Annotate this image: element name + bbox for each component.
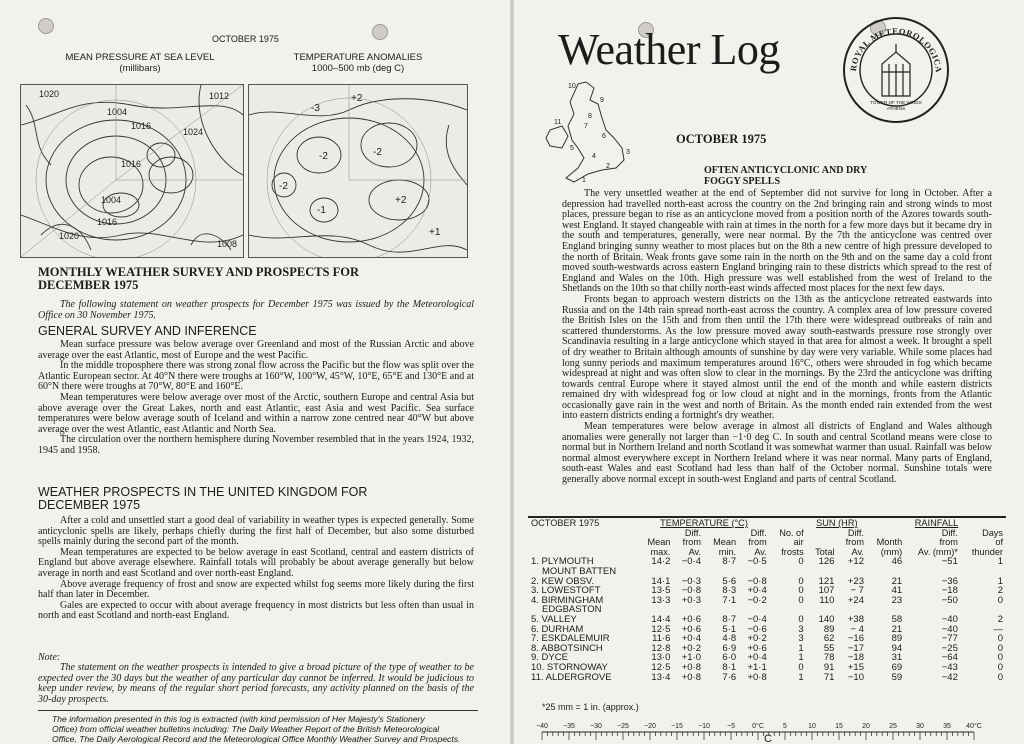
scale-label: 40°C [966, 723, 982, 730]
station-number: 6 [602, 133, 606, 140]
table-cell: 8·7 [722, 613, 737, 625]
paragraph: Mean surface pressure was below average over Greenland and most of the Russian Arctic and above average over the east Atlantic, most of Europe and the west Pacific. [38, 339, 474, 361]
survey-title-line: DECEMBER 1975 [38, 278, 139, 292]
isobar-label: 1024 [183, 127, 204, 137]
station-number: 8 [588, 113, 592, 120]
headline [704, 165, 867, 187]
table-cell: −0·6 [747, 623, 767, 635]
column-header: Total [815, 546, 835, 557]
table-body [528, 557, 1006, 682]
scale-label: −35 [563, 723, 575, 730]
survey-title [38, 266, 359, 292]
scale-label: −10 [698, 723, 710, 730]
table-cell: 2 [997, 613, 1003, 625]
table-cell: −36 [941, 575, 958, 587]
table-cell: +0·8 [747, 671, 767, 683]
table-cell: −25 [941, 642, 958, 654]
scale-label: 15 [835, 723, 843, 730]
table-cell: −0·5 [747, 556, 767, 568]
paragraph: Above average frequency of frost and snow are expected whilst fog seems more likely during the first half than later in December. [38, 578, 474, 601]
station-name: 4. BIRMINGHAM [531, 594, 604, 606]
table-cell: 89 [823, 623, 835, 635]
table-row [528, 605, 1006, 615]
table-cell: +0·2 [681, 642, 702, 654]
station-number: 3 [626, 149, 630, 156]
isobar-label: 1020 [59, 231, 80, 241]
anomaly-label: -3 [311, 103, 320, 114]
table-cell: −16 [847, 633, 864, 645]
column-header [807, 529, 838, 539]
table-cell: 121 [818, 575, 835, 587]
table-cell: 1 [798, 652, 804, 664]
table-cell: 21 [891, 575, 903, 587]
isobar-label: 1008 [217, 239, 238, 249]
column-header: (mm) [880, 546, 903, 557]
table-cell: 91 [823, 661, 835, 673]
station-number: 11 [554, 119, 562, 126]
table-cell: 8·1 [722, 661, 737, 673]
scale-graphic [528, 718, 998, 744]
table-cell: 59 [891, 671, 903, 683]
prospects-heading-line: WEATHER PROSPECTS IN THE UNITED KINGDOM FOR [38, 485, 368, 499]
table-cell: +15 [847, 661, 864, 673]
prospects-heading [38, 486, 367, 512]
paragraph: The circulation over the northern hemisphere during November resembled that in the years 1924, 1932, 1945 and 1958. [38, 434, 474, 456]
scale-label: 25 [889, 723, 897, 730]
map1-title: MEAN PRESSURE AT SEA LEVEL [65, 52, 215, 63]
isobar-label: 1016 [97, 217, 118, 227]
table-cell: 11·6 [652, 633, 671, 645]
general-heading: GENERAL SURVEY AND INFERENCE [38, 324, 257, 338]
table-cell: +0·2 [747, 633, 767, 645]
table-cell: 0 [798, 661, 804, 673]
station-name: 2. KEW OBSV. [531, 575, 595, 587]
table-cell: — [993, 623, 1003, 635]
table-cell: 46 [891, 556, 903, 568]
table-cell: 12·5 [651, 623, 671, 635]
column-header: Mean [713, 537, 737, 548]
table-cell: 62 [823, 633, 835, 645]
table-cell: 0 [997, 671, 1003, 683]
column-header: Diff. [684, 527, 702, 538]
footer-line: Office) from official weather bulletins including: The Daily Weather Report of the British Meteorological [52, 724, 440, 734]
table-cell: 110 [819, 594, 835, 606]
scale-unit: C [764, 733, 772, 744]
seal-caption: ATHENS [886, 106, 906, 111]
monthly-table [528, 519, 1006, 682]
right-page [514, 0, 1024, 744]
station-name: 7. ESKDALEMUIR [531, 633, 610, 645]
table-cell: +12 [847, 556, 864, 568]
table-cell: 12·8 [651, 642, 671, 654]
anomaly-label: -2 [319, 151, 328, 162]
station-number: 2 [606, 163, 610, 170]
table-cell: −77 [941, 633, 958, 645]
table-cell: −0·4 [747, 613, 767, 625]
table-cell: +1·0 [681, 652, 702, 664]
table-cell: 13·0 [651, 652, 671, 664]
table-cell: 1 [997, 575, 1003, 587]
table-cell: 0 [798, 556, 804, 568]
station-name: 3. LOWESTOFT [531, 585, 601, 597]
left-page [0, 0, 510, 744]
column-header: from [939, 537, 958, 548]
scale-label: 0°C [752, 723, 764, 730]
rainfall-group: RAINFALL [914, 518, 959, 528]
temperature-scale [528, 718, 998, 744]
column-header: Diff. [750, 527, 767, 538]
anomaly-label: -1 [317, 205, 326, 216]
table-cell: +0·4 [747, 585, 767, 597]
table-cell: 89 [891, 633, 903, 645]
table-cell: 14·4 [651, 613, 671, 625]
isobar-label: 1012 [209, 91, 230, 101]
column-header: from [845, 537, 864, 548]
table-cell: 6·9 [722, 642, 737, 654]
table-row [528, 673, 1006, 683]
table-cell: 7·1 [722, 594, 737, 606]
station-number: 4 [592, 153, 596, 160]
paragraph: In the middle troposphere there was strong zonal flow across the Pacific but the flow was split over the Atlantic European sector. At 40°N there were troughs at 160°W, 100°W, 45°W, 10°E, 65°E and 130°E and at 60°N there were troughs at 70°W, 80°E and 160°E. [38, 360, 474, 393]
scale-label: 10 [808, 723, 816, 730]
table-cell: 107 [818, 585, 835, 597]
table-cell: 5·6 [722, 575, 737, 587]
scale-label: −20 [644, 723, 656, 730]
footer-line: Office, The Daily Aerological Record and the Meteorological Office Monthly Weather Survey and Prospects. [52, 734, 461, 744]
footer-text [52, 714, 460, 744]
table-cell: 7·6 [722, 671, 737, 683]
station-name: 10. STORNOWAY [531, 661, 608, 673]
table-cell: +1·1 [747, 661, 767, 673]
table-cell: 0 [798, 585, 804, 597]
station-number: 10 [568, 83, 576, 90]
anomaly-label: +1 [429, 227, 441, 238]
isobar-label: 1004 [107, 107, 128, 117]
table-cell: 1 [997, 556, 1003, 568]
masthead: Weather Log [558, 25, 780, 74]
note-label: Note: [38, 652, 61, 663]
station-name: 9. DYCE [531, 652, 568, 664]
map1-units: (millibars) [119, 63, 161, 74]
table-cell: −0·2 [747, 594, 767, 606]
pressure-map [20, 84, 244, 258]
seal-ring-text: ROYAL METEOROLOGICA [848, 25, 945, 74]
table-cell: 13·4 [651, 671, 671, 683]
table-cell: 3 [798, 623, 804, 635]
table-cell: +0·6 [681, 623, 702, 635]
table-cell: 8·7 [722, 556, 737, 568]
map2-title: TEMPERATURE ANOMALIES [293, 52, 423, 63]
table-cell: −0·8 [747, 575, 767, 587]
column-header: max. [650, 546, 671, 557]
anomaly-label: +2 [351, 93, 363, 104]
scale-label: −40 [536, 723, 548, 730]
scale-label: 35 [943, 723, 951, 730]
month-header: OCTOBER 1975 [212, 34, 279, 44]
scale-label: −15 [671, 723, 683, 730]
table-cell: −0·8 [681, 585, 702, 597]
column-header: from [748, 537, 767, 548]
column-header: Days [982, 527, 1003, 538]
table-group-row [528, 519, 1006, 529]
table-row [528, 644, 1006, 654]
punch-hole [38, 18, 54, 34]
anomaly-label: -2 [373, 147, 382, 158]
scale-label: 5 [783, 723, 787, 730]
station-number: 7 [584, 123, 588, 130]
column-header: of [995, 537, 1003, 548]
table-cell: 5·1 [722, 623, 737, 635]
table-cell: −40 [941, 613, 958, 625]
isobar-label: 1020 [39, 89, 60, 99]
table-cell: 94 [891, 642, 903, 654]
weather-log-text [562, 189, 992, 486]
table-cell: − 4 [850, 623, 864, 635]
table-cell: −17 [847, 642, 864, 654]
table-cell: 31 [891, 652, 903, 664]
table-cell: −42 [941, 671, 958, 683]
table-cell: +0·3 [681, 594, 702, 606]
anomaly-label: +2 [395, 195, 407, 206]
station-number: 5 [570, 145, 574, 152]
table-cell: 14·1 [651, 575, 671, 587]
table-cell: 6·0 [722, 652, 737, 664]
table-cell: 1 [798, 671, 804, 683]
seal-caption: TOWER OF THE WINDS [870, 100, 922, 105]
scale-label: 20 [862, 723, 870, 730]
column-header: Diff. [941, 527, 958, 538]
table-cell: 23 [891, 594, 903, 606]
station-name: MOUNT BATTEN [542, 565, 617, 577]
station-number: 1 [582, 177, 586, 184]
column-header: min. [718, 546, 737, 557]
table-cell: +0·6 [681, 613, 702, 625]
map2-units: 1000–500 mb (deg C) [311, 63, 405, 74]
table-cell: 0 [997, 633, 1003, 645]
table-footnote: *25 mm = 1 in. (approx.) [542, 702, 639, 712]
table-cell: 0 [997, 642, 1003, 654]
general-survey-text [38, 340, 474, 457]
prospects-text [38, 516, 474, 622]
table-cell: 71 [823, 671, 835, 683]
table-cell: 0 [798, 594, 804, 606]
issue-date: OCTOBER 1975 [676, 132, 767, 146]
station-name: 11. ALDERGROVE [531, 671, 612, 683]
temperature-group: TEMPERATURE (°C) [660, 518, 748, 528]
map2-caption [268, 52, 448, 74]
station-name: 6. DURHAM [531, 623, 584, 635]
punch-hole [372, 24, 388, 40]
table-cell: −51 [941, 556, 958, 568]
table-cell: −40 [941, 623, 958, 635]
paragraph: Mean temperatures are expected to be below average in east Scotland, central and eastern districts of England but above average elsewhere. Rainfall totals will probably be about average generally but below average in north and east Scotland and over north-east England. [38, 546, 474, 579]
society-seal [842, 16, 950, 124]
table-cell: 0 [997, 661, 1003, 673]
table-cell: 2 [997, 585, 1003, 597]
anomaly-label: -2 [279, 181, 288, 192]
table-cell: 1 [798, 642, 804, 654]
table-cell: 55 [823, 642, 835, 654]
map1-caption [50, 52, 230, 74]
table-cell: −43 [941, 661, 958, 673]
table-header-row [528, 529, 1006, 539]
table-cell: 58 [891, 613, 903, 625]
table-row [528, 567, 1006, 577]
scale-label: −30 [590, 723, 602, 730]
footer-rule [38, 710, 478, 711]
table-cell: 41 [891, 585, 903, 597]
table-cell: +24 [847, 594, 864, 606]
isobar-label: 1016 [121, 159, 142, 169]
paragraph: Gales are expected to occur with about average frequency in most districts but less often than usual in north and east Scotland and north-east England. [38, 599, 474, 622]
paragraph: The very unsettled weather at the end of September did not survive for long in October. After a depression had travelled north-east across the country on the 2nd bringing rain and strong winds to most places, pressure began to rise as an anticyclone moved from a position north of the Azores towards south-west England. It stayed changeable with rain at times in the north for a few more days but it became dry in the south and temperatures, generally, were near normal. By the 7th the anticyclone was centred over England bringing sunny weather to most places but on the 8th a new centre of high pressure developed to the north of Britain. Weak fronts gave some rain in the north on the 9th and on the same day a cold front moved south-westwards across eastern England bringing rain to these districts which spread to the rest of England and Wales on the 10th. High pressure was well established from the west of Ireland to the Shetlands on the 10th so that chilly north-east winds affected most places for the next few days. [562, 188, 992, 295]
table-cell: − 7 [850, 585, 864, 597]
table-cell: 0 [798, 575, 804, 587]
column-header: from [682, 537, 702, 548]
survey-title-line: MONTHLY WEATHER SURVEY AND PROSPECTS FOR [38, 265, 360, 279]
uk-map-graphic [544, 78, 644, 190]
table-cell: 3 [798, 633, 804, 645]
paragraph: Mean temperatures were below average over most of the Arctic, southern Europe and central Asia but above average over the Great Lakes, north and east Atlantic, east Asia and west Pacific. Sea surface temperatures were below average south of Iceland and within a narrow zone centred near 40°W but above average over the west Atlantic, east Atlantic and North Sea. [38, 391, 474, 435]
table-cell: −0·4 [681, 556, 702, 568]
table-header-row [528, 548, 1006, 558]
column-header: No. of [779, 527, 804, 538]
table-row [528, 615, 1006, 625]
scale-label: 30 [916, 723, 924, 730]
table-cell: 14·2 [651, 556, 671, 568]
table-cell: 126 [818, 556, 835, 568]
table-cell: +0·4 [747, 652, 767, 664]
temperature-map-graphic [249, 85, 467, 257]
prospects-heading-line: DECEMBER 1975 [38, 498, 141, 512]
station-name: EDGBASTON [542, 604, 602, 616]
survey-intro: The following statement on weather prospects for December 1975 was issued by the Meteorological Office on 30 November 1975. [38, 299, 474, 321]
table-cell: 0 [798, 613, 804, 625]
scale-label: −25 [617, 723, 629, 730]
footer-line: The information presented in this log is extracted (with kind permission of Her Majesty's Stationery [52, 714, 425, 724]
table-cell: +0·6 [747, 642, 767, 654]
table-cell: +23 [847, 575, 864, 587]
station-name: 8. ABBOTSINCH [531, 642, 603, 654]
table-corner-label: OCTOBER 1975 [531, 518, 600, 528]
column-header: Av. (mm)* [917, 546, 958, 557]
pressure-map-graphic [21, 85, 243, 257]
table-cell: 8·3 [722, 585, 737, 597]
table-cell: −50 [941, 594, 958, 606]
sun-group: SUN (HR) [816, 518, 858, 528]
table-cell: 12·5 [651, 661, 671, 673]
table-cell: 13·3 [651, 594, 671, 606]
column-header: Av. [754, 546, 767, 557]
table-cell: −0·3 [681, 575, 702, 587]
table-cell: −18 [847, 652, 864, 664]
table-cell: −10 [847, 671, 864, 683]
column-header: Av. [688, 546, 702, 557]
station-name: 1. PLYMOUTH [531, 556, 594, 568]
temperature-anomaly-map [248, 84, 468, 258]
table-cell: 21 [891, 623, 903, 635]
table-cell: 140 [818, 613, 835, 625]
table-cell: +0·4 [681, 633, 702, 645]
table-cell: +0·8 [681, 661, 702, 673]
column-header: frosts [781, 546, 804, 557]
table-cell: +0·8 [681, 671, 702, 683]
paragraph: After a cold and unsettled start a good deal of variability in weather types is expected generally. Some anticyclonic spells are likely, perhaps chiefly during the first half of December, but also some disturbed spells mainly during the second part of the month. [38, 515, 474, 548]
isobar-label: 1016 [131, 121, 152, 131]
table-cell: −18 [941, 585, 958, 597]
seal-graphic [842, 16, 950, 124]
column-header: Mean [647, 537, 671, 548]
isobar-label: 1004 [101, 195, 122, 205]
note-text: The statement on the weather prospects is intended to give a broad picture of the type of weather to be expected over the 30 days but the weather of any particular day cannot be inferred. It would be judicious to keep under review, by means of the regular short period forecasts, any activity planned on the basis of the 30-day prospects. [38, 662, 474, 705]
table-cell: 0 [997, 652, 1003, 664]
uk-station-map [544, 78, 644, 190]
table-cell: +38 [847, 613, 864, 625]
scale-label: −5 [727, 723, 735, 730]
table-cell: −64 [941, 652, 958, 664]
paragraph: Mean temperatures were below average in almost all districts of England and Wales although anomalies were generally not larger than −1·0 deg C. In south and central Scotland means were close to normal but in Northern Ireland and north Scotland it was somewhat warmer than usual. Rainfall was below normal almost everywhere except in Northern Ireland where it was near normal. Many parts of England, south-east Wales and east Scotland had less than half of the October normal. Sunshine totals were generally above normal except in south-west England and parts of central Scotland. [562, 421, 992, 486]
paragraph: Fronts began to approach western districts on the 13th as the anticyclone retreated eastwards into Russia and on the 14th rain spread north-east across the country. A complex area of low pressure covered the British Isles on the 15th and from then until the 17th there were widespread outbreaks of rain and scattered thunderstorms. As the low pressure moved away south-eastwards pressure rose strongly over Scandinavia resulting in a large anticyclone which stayed in that area for almost a week. It brought a spell of dry weather to Britain although amounts of sunshine by day were very variable. While some places had long sunny periods and maximum temperatures around 16°C, others were shrouded in fog which became widespread at night and was often slow to clear in the mornings. By the 23rd the anticyclone was drifting towards central Europe where it stayed almost until the end of the month and while eastern districts remained dry with widespread fog or low cloud at night and in the mornings, fronts from the Atlantic occasionally gave rain in the west and north of Britain. As the month ended rain extended from the west into eastern districts ending a fortnight's dry weather. [562, 293, 992, 422]
headline-line: FOGGY SPELLS [704, 176, 781, 187]
column-header: Av. [851, 546, 864, 557]
table-cell: 0 [997, 594, 1003, 606]
table-cell: 4·8 [722, 633, 737, 645]
column-header: air [793, 537, 804, 548]
table-cell: 78 [823, 652, 835, 664]
column-header: thunder [971, 546, 1003, 557]
column-header: Diff. [847, 527, 864, 538]
station-name: 5. VALLEY [531, 613, 577, 625]
column-header: Month [876, 537, 903, 548]
table-cell: 13·5 [651, 585, 671, 597]
station-table [528, 519, 1006, 682]
svg-text:ROYAL METEOROLOGICAL SOCIETY [842, 16, 944, 74]
table-cell: 69 [891, 661, 903, 673]
station-number: 9 [600, 97, 604, 104]
headline-line: OFTEN ANTICYCLONIC AND DRY [704, 165, 868, 176]
